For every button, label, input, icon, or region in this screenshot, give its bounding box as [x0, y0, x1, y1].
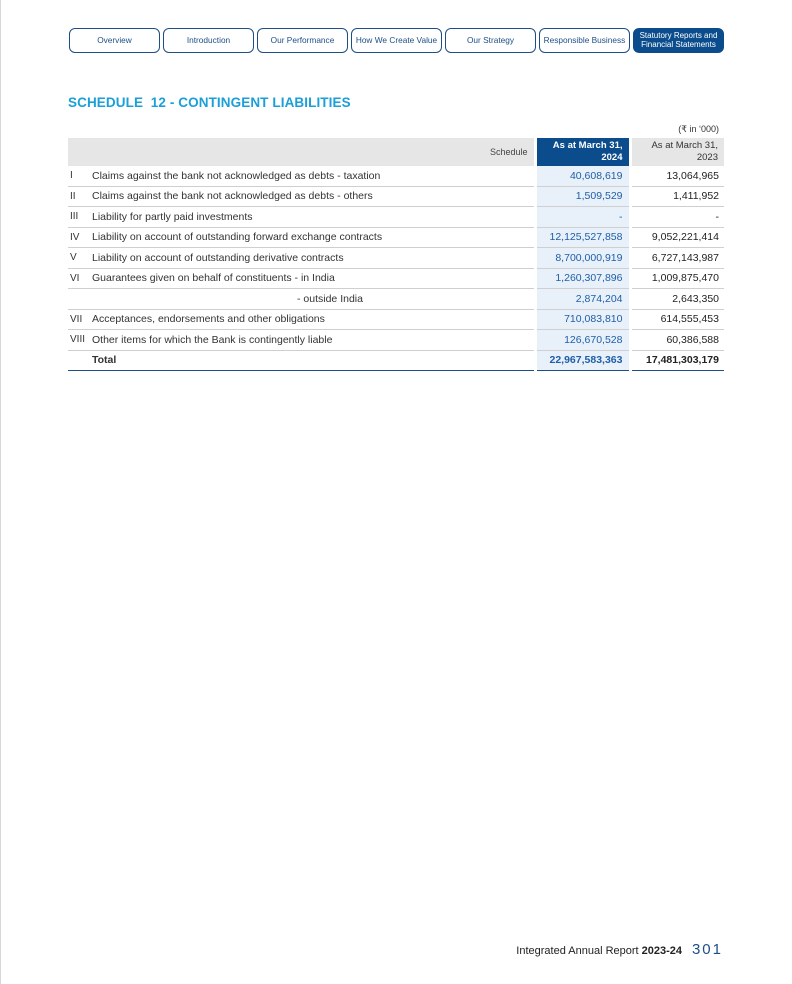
row-current-value: 126,670,528 — [535, 330, 630, 351]
row-current-value: 1,260,307,896 — [535, 268, 630, 289]
row-number: I — [68, 166, 92, 186]
row-previous-value: - — [630, 207, 724, 228]
header-schedule: Schedule — [68, 138, 535, 166]
row-description: - outside India — [92, 289, 535, 310]
row-description: Liability on account of outstanding derivative contracts — [92, 248, 535, 269]
section-nav — [69, 28, 724, 53]
row-number: VI — [68, 268, 92, 289]
page-footer — [516, 941, 723, 958]
row-previous-value: 1,411,952 — [630, 186, 724, 207]
row-number: VII — [68, 309, 92, 330]
table-row — [68, 166, 724, 186]
row-number — [68, 289, 92, 310]
row-current-value: 12,125,527,858 — [535, 227, 630, 248]
row-previous-value: 614,555,453 — [630, 309, 724, 330]
row-previous-value: 2,643,350 — [630, 289, 724, 310]
row-previous-value: 6,727,143,987 — [630, 248, 724, 269]
report-name: Integrated Annual Report — [516, 945, 639, 957]
header-previous-year: As at March 31, 2023 — [630, 138, 724, 166]
table-row — [68, 289, 724, 310]
row-current-value: - — [535, 207, 630, 228]
tab-responsible-business[interactable]: Responsible Business — [539, 28, 630, 53]
row-current-value: 710,083,810 — [535, 309, 630, 330]
total-previous-value: 17,481,303,179 — [630, 350, 724, 371]
tab-overview[interactable]: Overview — [69, 28, 160, 53]
table-row — [68, 330, 724, 351]
row-description: Claims against the bank not acknowledged as debts - taxation — [92, 166, 535, 186]
row-current-value: 40,608,619 — [535, 166, 630, 186]
row-previous-value: 60,386,588 — [630, 330, 724, 351]
row-previous-value: 13,064,965 — [630, 166, 724, 186]
row-description: Guarantees given on behalf of constituents - in India — [92, 268, 535, 289]
units-note: (₹ in ‘000) — [678, 124, 719, 134]
table-row — [68, 268, 724, 289]
contingent-liabilities-table — [68, 138, 724, 371]
page-number: 301 — [691, 941, 723, 958]
tab-our-performance[interactable]: Our Performance — [257, 28, 348, 53]
header-current-year: As at March 31, 2024 — [535, 138, 630, 166]
row-description: Liability on account of outstanding forward exchange contracts — [92, 227, 535, 248]
row-current-value: 8,700,000,919 — [535, 248, 630, 269]
total-row — [68, 350, 724, 371]
report-year: 2023-24 — [641, 945, 682, 957]
table-row — [68, 207, 724, 228]
row-current-value: 2,874,204 — [535, 289, 630, 310]
row-description: Acceptances, endorsements and other obligations — [92, 309, 535, 330]
row-number: III — [68, 207, 92, 228]
table-row — [68, 227, 724, 248]
table-row — [68, 186, 724, 207]
row-number: IV — [68, 227, 92, 248]
page-title: SCHEDULE 12 - CONTINGENT LIABILITIES — [68, 95, 351, 110]
total-label: Total — [92, 350, 535, 371]
row-previous-value: 1,009,875,470 — [630, 268, 724, 289]
table-header-row — [68, 138, 724, 166]
row-number: V — [68, 248, 92, 269]
row-description: Claims against the bank not acknowledged as debts - others — [92, 186, 535, 207]
row-previous-value: 9,052,221,414 — [630, 227, 724, 248]
tab-introduction[interactable]: Introduction — [163, 28, 254, 53]
row-number: VIII — [68, 330, 92, 351]
tab-our-strategy[interactable]: Our Strategy — [445, 28, 536, 53]
tab-statutory-reports[interactable]: Statutory Reports and Financial Statements — [633, 28, 724, 53]
table-row — [68, 248, 724, 269]
table-row — [68, 309, 724, 330]
total-current-value: 22,967,583,363 — [535, 350, 630, 371]
row-description: Other items for which the Bank is contingently liable — [92, 330, 535, 351]
total-row-number — [68, 350, 92, 371]
row-number: II — [68, 186, 92, 207]
row-description: Liability for partly paid investments — [92, 207, 535, 228]
page-border — [0, 0, 1, 984]
tab-how-we-create-value[interactable]: How We Create Value — [351, 28, 442, 53]
row-current-value: 1,509,529 — [535, 186, 630, 207]
